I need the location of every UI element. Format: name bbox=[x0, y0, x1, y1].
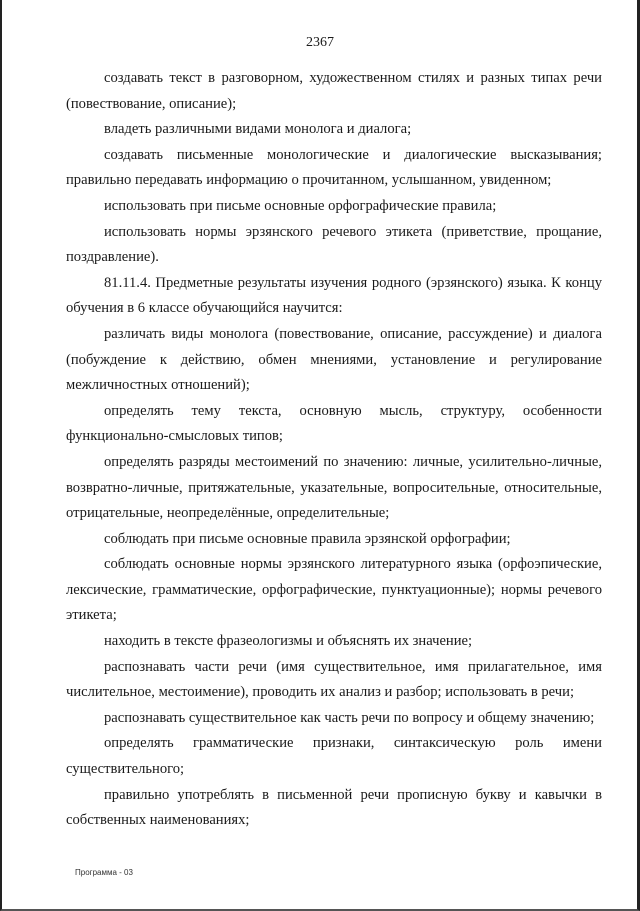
paragraph: использовать нормы эрзянского речевого этикета (приветствие, прощание, поздравление). bbox=[66, 223, 602, 266]
paragraph: создавать письменные монологические и диалогические высказывания; правильно передавать информацию о прочитанном, услышанном, увиденном; bbox=[66, 146, 602, 189]
paragraph: распознавать части речи (имя существительное, имя прилагательное, имя числительное, местоимение), проводить их анализ и разбор; использовать в речи; bbox=[66, 658, 602, 701]
paragraph: находить в тексте фразеологизмы и объяснять их значение; bbox=[104, 633, 473, 650]
paragraph: определять тему текста, основную мысль, структуру, особенности функционально-смысловых типов; bbox=[66, 402, 602, 445]
paragraph: распознавать существительное как часть речи по вопросу и общему значению; bbox=[104, 709, 595, 726]
paragraph: создавать текст в разговорном, художественном стилях и разных типах речи (повествование, описание); bbox=[66, 70, 602, 112]
paragraph: правильно употреблять в письменной речи прописную букву и кавычки в собственных наименованиях; bbox=[66, 786, 602, 829]
page-number: 2367 bbox=[306, 35, 334, 50]
paragraph: определять разряды местоимений по значению: личные, усилительно-личные, возвратно-личные, притяжательные, указательные, вопросительные, относительные, отрицательные, неопределённые, определительные; bbox=[66, 453, 602, 522]
paragraph: определять грамматические признаки, синтаксическую роль имени существительного; bbox=[66, 735, 602, 778]
paragraph: использовать при письме основные орфографические правила; bbox=[104, 197, 497, 214]
paragraph: владеть различными видами монолога и диалога; bbox=[104, 121, 412, 138]
paragraph: соблюдать при письме основные правила эрзянской орфографии; bbox=[104, 530, 511, 547]
paragraph: различать виды монолога (повествование, описание, рассуждение) и диалога (побуждение к действию, обмен мнениями, установление и регулирование межличностных отношений); bbox=[66, 325, 602, 394]
footer-program-label: Программа - 03 bbox=[75, 868, 133, 877]
paragraph: соблюдать основные нормы эрзянского литературного языка (орфоэпические, лексические, грамматические, орфографические, пунктуационные); нормы речевого этикета; bbox=[66, 556, 602, 624]
document-body bbox=[66, 66, 602, 834]
section-heading-paragraph: 81.11.4. Предметные результаты изучения родного (эрзянского) языка. К концу обучения в 6 классе обучающийся научится: bbox=[66, 274, 602, 317]
